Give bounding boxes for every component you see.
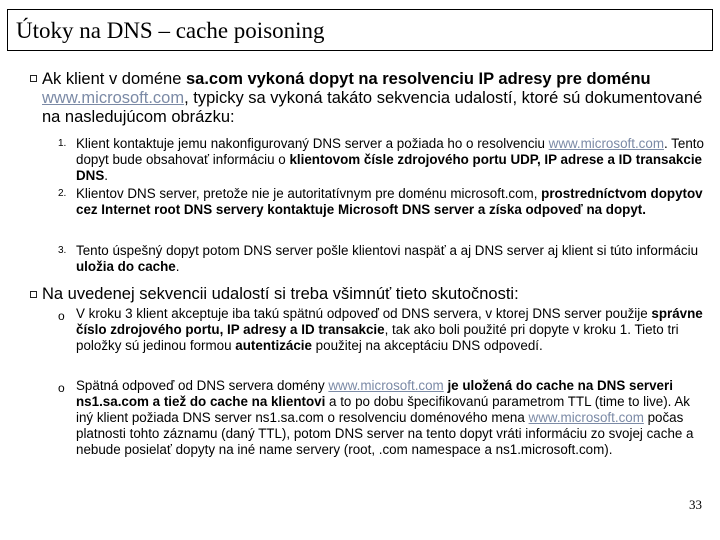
step-3 [76,243,706,275]
fact-2-t3: počas platnosti tohto záznamu (daný TTL), potom DNS server na tento dopyt vráti informáciu zo svojej cache a nebude posielať dopyty na iné name servery (root, .com namespace a ns1.microsoft.com). [76,410,694,457]
bullet-2: Na uvedenej sekvencii udalostí si treba všimnúť tieto skutočnosti: [42,285,519,303]
step-2-bold: prostredníctvom dopytov cez Internet root DNS servery kontaktuje Microsoft DNS server a získa odpoveď na dopyt. [76,186,703,217]
square-bullet-icon [30,75,37,82]
fact-2-marker: o [58,381,65,395]
step-3-marker: 3. [58,245,67,256]
microsoft-link[interactable]: www.microsoft.com [42,89,185,107]
step-3-bold: uložia do cache [76,259,176,274]
fact-2 [76,378,706,458]
bullet-1 [42,70,710,127]
fact-2-bold: je uložená do cache na DNS serveri ns1.sa.com a tiež do cache na klientovi [76,378,673,409]
fact-1-bold-2: autentizácie [235,338,312,353]
bullet-1-text-a: Ak klient v doméne [42,70,186,88]
step-2 [76,186,706,218]
fact-1-t2: , tak ako boli použité pri dopyte v kroku 1. Tieto tri položky sú jedinou formou [76,322,679,353]
step-1 [76,136,706,184]
fact-1-marker: o [58,309,65,323]
step-1-bold: klientovom čísle zdrojového portu UDP, IP adrese a ID transakcie DNS [76,152,702,183]
fact-1-bold-1: správne číslo zdrojového portu, IP adresy a ID transakcie [76,306,703,337]
fact-2-link-1[interactable]: www.microsoft.com [328,378,444,393]
fact-1 [76,306,706,354]
bullet-1-bold: sa.com [186,70,243,88]
bullet-1-text-c: , typicky sa vykoná takáto sekvencia udalostí, ktoré sú dokumentované na nasledujúcom obrázku: [42,89,703,126]
page-number: 33 [689,497,702,512]
step-1-t1: Klient kontaktuje jemu nakonfigurovaný DNS server a požiada ho o resolvenciu [76,136,549,151]
fact-1-t3: použitej na akceptáciu DNS odpovedí. [311,338,543,353]
step-1-t2: . Tento dopyt bude obsahovať informáciu o [76,136,704,167]
fact-1-t1: V kroku 3 klient akceptuje iba takú spätnú odpoveď od DNS servera, v ktorej DNS server použije [76,306,652,321]
fact-2-link-2[interactable]: www.microsoft.com [528,410,644,425]
step-1-link[interactable]: www.microsoft.com [548,136,664,151]
step-3-t2: . [175,259,180,274]
square-bullet-icon [30,291,37,298]
slide-title: Útoky na DNS – cache poisoning [16,18,325,43]
title-box [7,9,713,51]
step-1-marker: 1. [58,138,67,149]
step-3-t1: Tento úspešný dopyt potom DNS server pošle klientovi naspäť a aj DNS server aj klient si túto informáciu [76,243,699,258]
step-1-t3: . [104,168,109,183]
step-2-t1: Klientov DNS server, pretože nie je autoritatívnym pre doménu microsoft.com, [76,186,542,201]
step-2-marker: 2. [58,188,67,199]
bullet-1-text-b: vykoná dopyt na resolvenciu IP adresy pre doménu [242,70,651,88]
fact-2-t2: a to po dobu špecifikovanú parametrom TTL (time to live). Ak iný klient požiada DNS server ns1.sa.com o resolvenciu doménového mena [76,394,691,425]
fact-2-t1: Spätná odpoveď od DNS servera domény [76,378,329,393]
